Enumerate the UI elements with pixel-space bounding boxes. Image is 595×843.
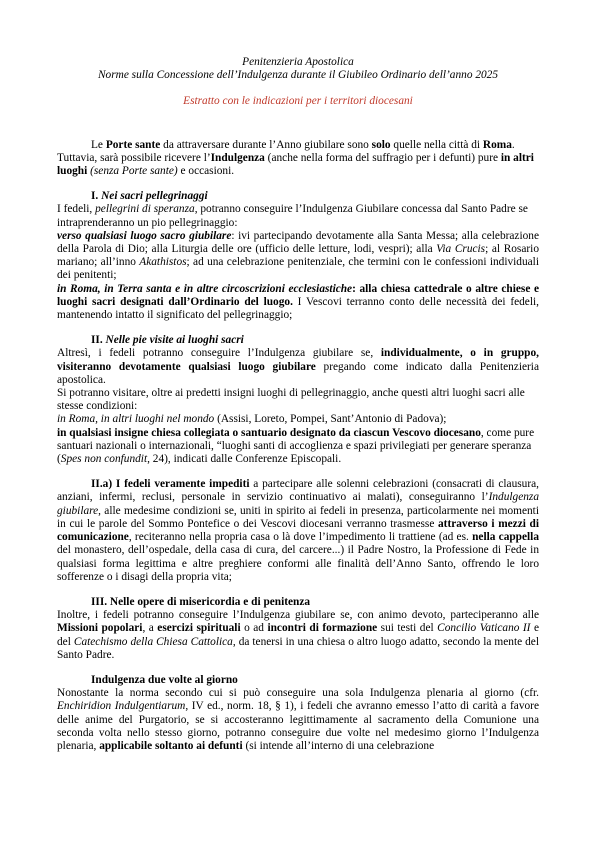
- text-run: , reciteranno nella propria casa o là dove l’impedimento li trattiene (ad es.: [128, 531, 473, 544]
- intro-paragraph-2: [57, 152, 539, 178]
- text-run: (Assisi, Loreto, Pompei, Sant’Antonio di Padova);: [214, 413, 447, 426]
- text-run: , a: [142, 622, 158, 635]
- text-run-bold: Roma: [482, 138, 512, 151]
- text-run-italic: in Roma, in altri luoghi nel mondo: [57, 413, 215, 426]
- section-title: Nei sacri pellegrinaggi: [101, 190, 208, 203]
- section-2a-paragraph: [57, 478, 539, 584]
- section-3-heading: III. Nelle opere di misericordia e di penitenza: [91, 595, 311, 608]
- text-run: Le: [91, 138, 106, 151]
- text-run: , 24), indicati dalle Conferenze Episcopali.: [147, 453, 342, 466]
- text-run: del monastero, dell’ospedale, della casa di cura, del carcere...) il Padre Nostro, la Professione di Fede in qualsiasi forma legittima e altre preghiere conformi alle finalità dell’Anno Santo, offrendo le loro sofferenze o i disagi della propria vita;: [57, 544, 539, 583]
- document-title: Norme sulla Concessione dell’Indulgenza durante il Giubileo Ordinario dell’anno 2025: [97, 69, 499, 82]
- text-run-italic: Akathistos: [139, 256, 187, 269]
- section-1-paragraph-3: [57, 283, 539, 323]
- text-run-bold: Missioni popolari: [57, 622, 143, 635]
- text-run: e occasioni.: [177, 165, 235, 178]
- text-run: e del: [57, 622, 539, 648]
- section-1-heading: [91, 190, 539, 203]
- text-run-bold: II.a) I fedeli veramente impediti: [91, 478, 250, 491]
- text-run: pregando come indicato dalla Penitenzieria apostolica.: [57, 360, 539, 386]
- text-run-italic: Enchiridion Indulgentiarum: [57, 700, 186, 713]
- text-run: Altresì, i fedeli potranno conseguire l’Indulgenza giubilare se,: [57, 347, 381, 360]
- text-run-bold: incontri di formazione: [267, 622, 378, 635]
- text-run-bold: in altri luoghi: [57, 151, 534, 178]
- text-run-bold: esercizi spirituali: [157, 622, 241, 635]
- text-run: , come pure santuari nazionali o internazionali, “luoghi santi di accoglienza e spazi privilegiati per generare speranza (: [57, 426, 535, 466]
- text-run-bold: applicabile soltanto ai defunti: [99, 739, 243, 752]
- text-run: , IV ed., norm. 18, § 1), i fedeli che avranno emesso l’atto di carità a favore delle anime del Purgatorio, se si accosteranno legittimamente al sacramento della Comunione una seconda volta nello stesso giorno, potranno conseguire due volte nel medesimo giorno l’Indulgenza plenaria,: [57, 700, 539, 752]
- text-run: , potranno conseguire l’Indulgenza Giubilare concessa dal Santo Padre se intraprenderanno un pio pellegrinaggio:: [57, 203, 528, 229]
- section-title: Nelle pie visite ai luoghi sacri: [105, 334, 244, 347]
- text-run-bold: in qualsiasi insigne chiesa collegiata o santuario designato da ciascun Vescovo diocesano: [57, 426, 481, 439]
- text-run: , da tenersi in una chiesa o altro luogo adatto, secondo la mente del Santo Padre.: [57, 635, 539, 661]
- text-run: , alle medesime condizioni se, uniti in spirito ai fedeli in presenza, particolarmente nei momenti in cui le parole del Sommo Pontefice o dei Vescovi diocesani verranno trasmesse: [57, 504, 539, 530]
- text-run-bold: Indulgenza: [210, 151, 265, 164]
- section-3-paragraph: [57, 609, 539, 662]
- section-2-paragraph-1: [57, 347, 539, 387]
- text-run-italic: Spes non confundit: [60, 453, 148, 466]
- section-1-paragraph-1: [57, 203, 539, 229]
- text-run-bold: Porte sante: [105, 138, 161, 151]
- text-run-bold-italic: verso qualsiasi luogo sacro giubilare: [57, 229, 232, 242]
- text-run: o ad: [240, 622, 268, 635]
- text-run: : ivi partecipando devotamente alla Santa Messa; alla celebrazione della Parola di Dio; alla Liturgia delle ore (ufficio delle letture, lodi, vespri); alla: [57, 229, 539, 256]
- text-run-italic: Catechismo della Chiesa Cattolica: [73, 635, 233, 648]
- text-run-italic: Via Crucis: [436, 243, 486, 256]
- text-run-italic: Indulgenza giubilare: [57, 491, 539, 517]
- text-run-italic: (senza Porte sante): [90, 165, 178, 178]
- text-run: ; ad una celebrazione penitenziale, che termini con le confessioni individuali dei penitenti;: [57, 256, 539, 282]
- text-run-bold: : alla chiesa cattedrale o altre chiese e luoghi sacri designati dall’Ordinario del luogo.: [57, 282, 539, 308]
- section-2-heading: [91, 334, 539, 347]
- text-run: a partecipare alle solenni celebrazioni (consacrati di clausura, anziani, infermi, reclusi, personale in servizio continuativo ai malati), conseguiranno l’: [57, 478, 539, 504]
- text-run-bold: attraverso i mezzi di comunicazione: [57, 517, 539, 544]
- text-run: quelle nella città di: [390, 138, 483, 151]
- text-run: (anche nella forma del suffragio per i defunti) pure: [264, 151, 501, 164]
- issuer-heading: Penitenzieria Apostolica: [242, 56, 354, 68]
- section-number: I.: [91, 190, 99, 203]
- section-4-heading: Indulgenza due volte al giorno: [91, 673, 238, 686]
- section-1-paragraph-2: [57, 230, 539, 283]
- section-4-paragraph: [57, 687, 539, 753]
- text-run: sui testi del: [377, 622, 438, 635]
- section-2-paragraph-4: [57, 427, 539, 467]
- text-run: .: [511, 138, 515, 151]
- text-run-bold: individualmente, o in gruppo, visiteranno devotamente qualsiasi luogo giubilare: [57, 347, 539, 373]
- text-run: Inoltre, i fedeli potranno conseguire l’Indulgenza giubilare se, con animo devoto, parteciperanno alle: [57, 609, 539, 622]
- section-number: II.: [91, 334, 103, 347]
- text-run: I Vescovi terranno conto delle necessità dei fedeli, mantenendo intatto il significato del pellegrinaggio;: [57, 295, 539, 322]
- text-run-bold: nella cappella: [472, 531, 539, 544]
- document-subtitle: Estratto con le indicazioni per i territori diocesani: [183, 95, 413, 108]
- text-run: Si potranno visitare, oltre ai predetti insigni luoghi di pellegrinaggio, anche questi altri luoghi sacri alle stesse condizioni:: [57, 387, 525, 413]
- text-run-bold: solo: [371, 138, 391, 151]
- intro-paragraph-1: [57, 139, 539, 152]
- text-run: ; al Rosario mariano; all’inno: [57, 243, 539, 269]
- text-run: (si intende all’interno di una celebrazione: [242, 739, 435, 752]
- text-run-bold-italic: in Roma, in Terra santa e in altre circoscrizioni ecclesiastiche: [57, 282, 353, 295]
- text-run: I fedeli,: [57, 203, 96, 216]
- text-run: Tuttavia, sarà possibile ricevere l’: [57, 151, 211, 164]
- section-2-paragraph-3: [57, 413, 539, 426]
- text-run: Nonostante la norma secondo cui si può conseguire una sola Indulgenza plenaria al giorno (cfr.: [57, 687, 539, 700]
- section-2-paragraph-2: [57, 387, 539, 413]
- text-run-italic: pellegrini di speranza: [95, 203, 195, 216]
- text-run: da attraversare durante l’Anno giubilare sono: [160, 138, 372, 151]
- text-run-italic: Concilio Vaticano II: [437, 622, 531, 635]
